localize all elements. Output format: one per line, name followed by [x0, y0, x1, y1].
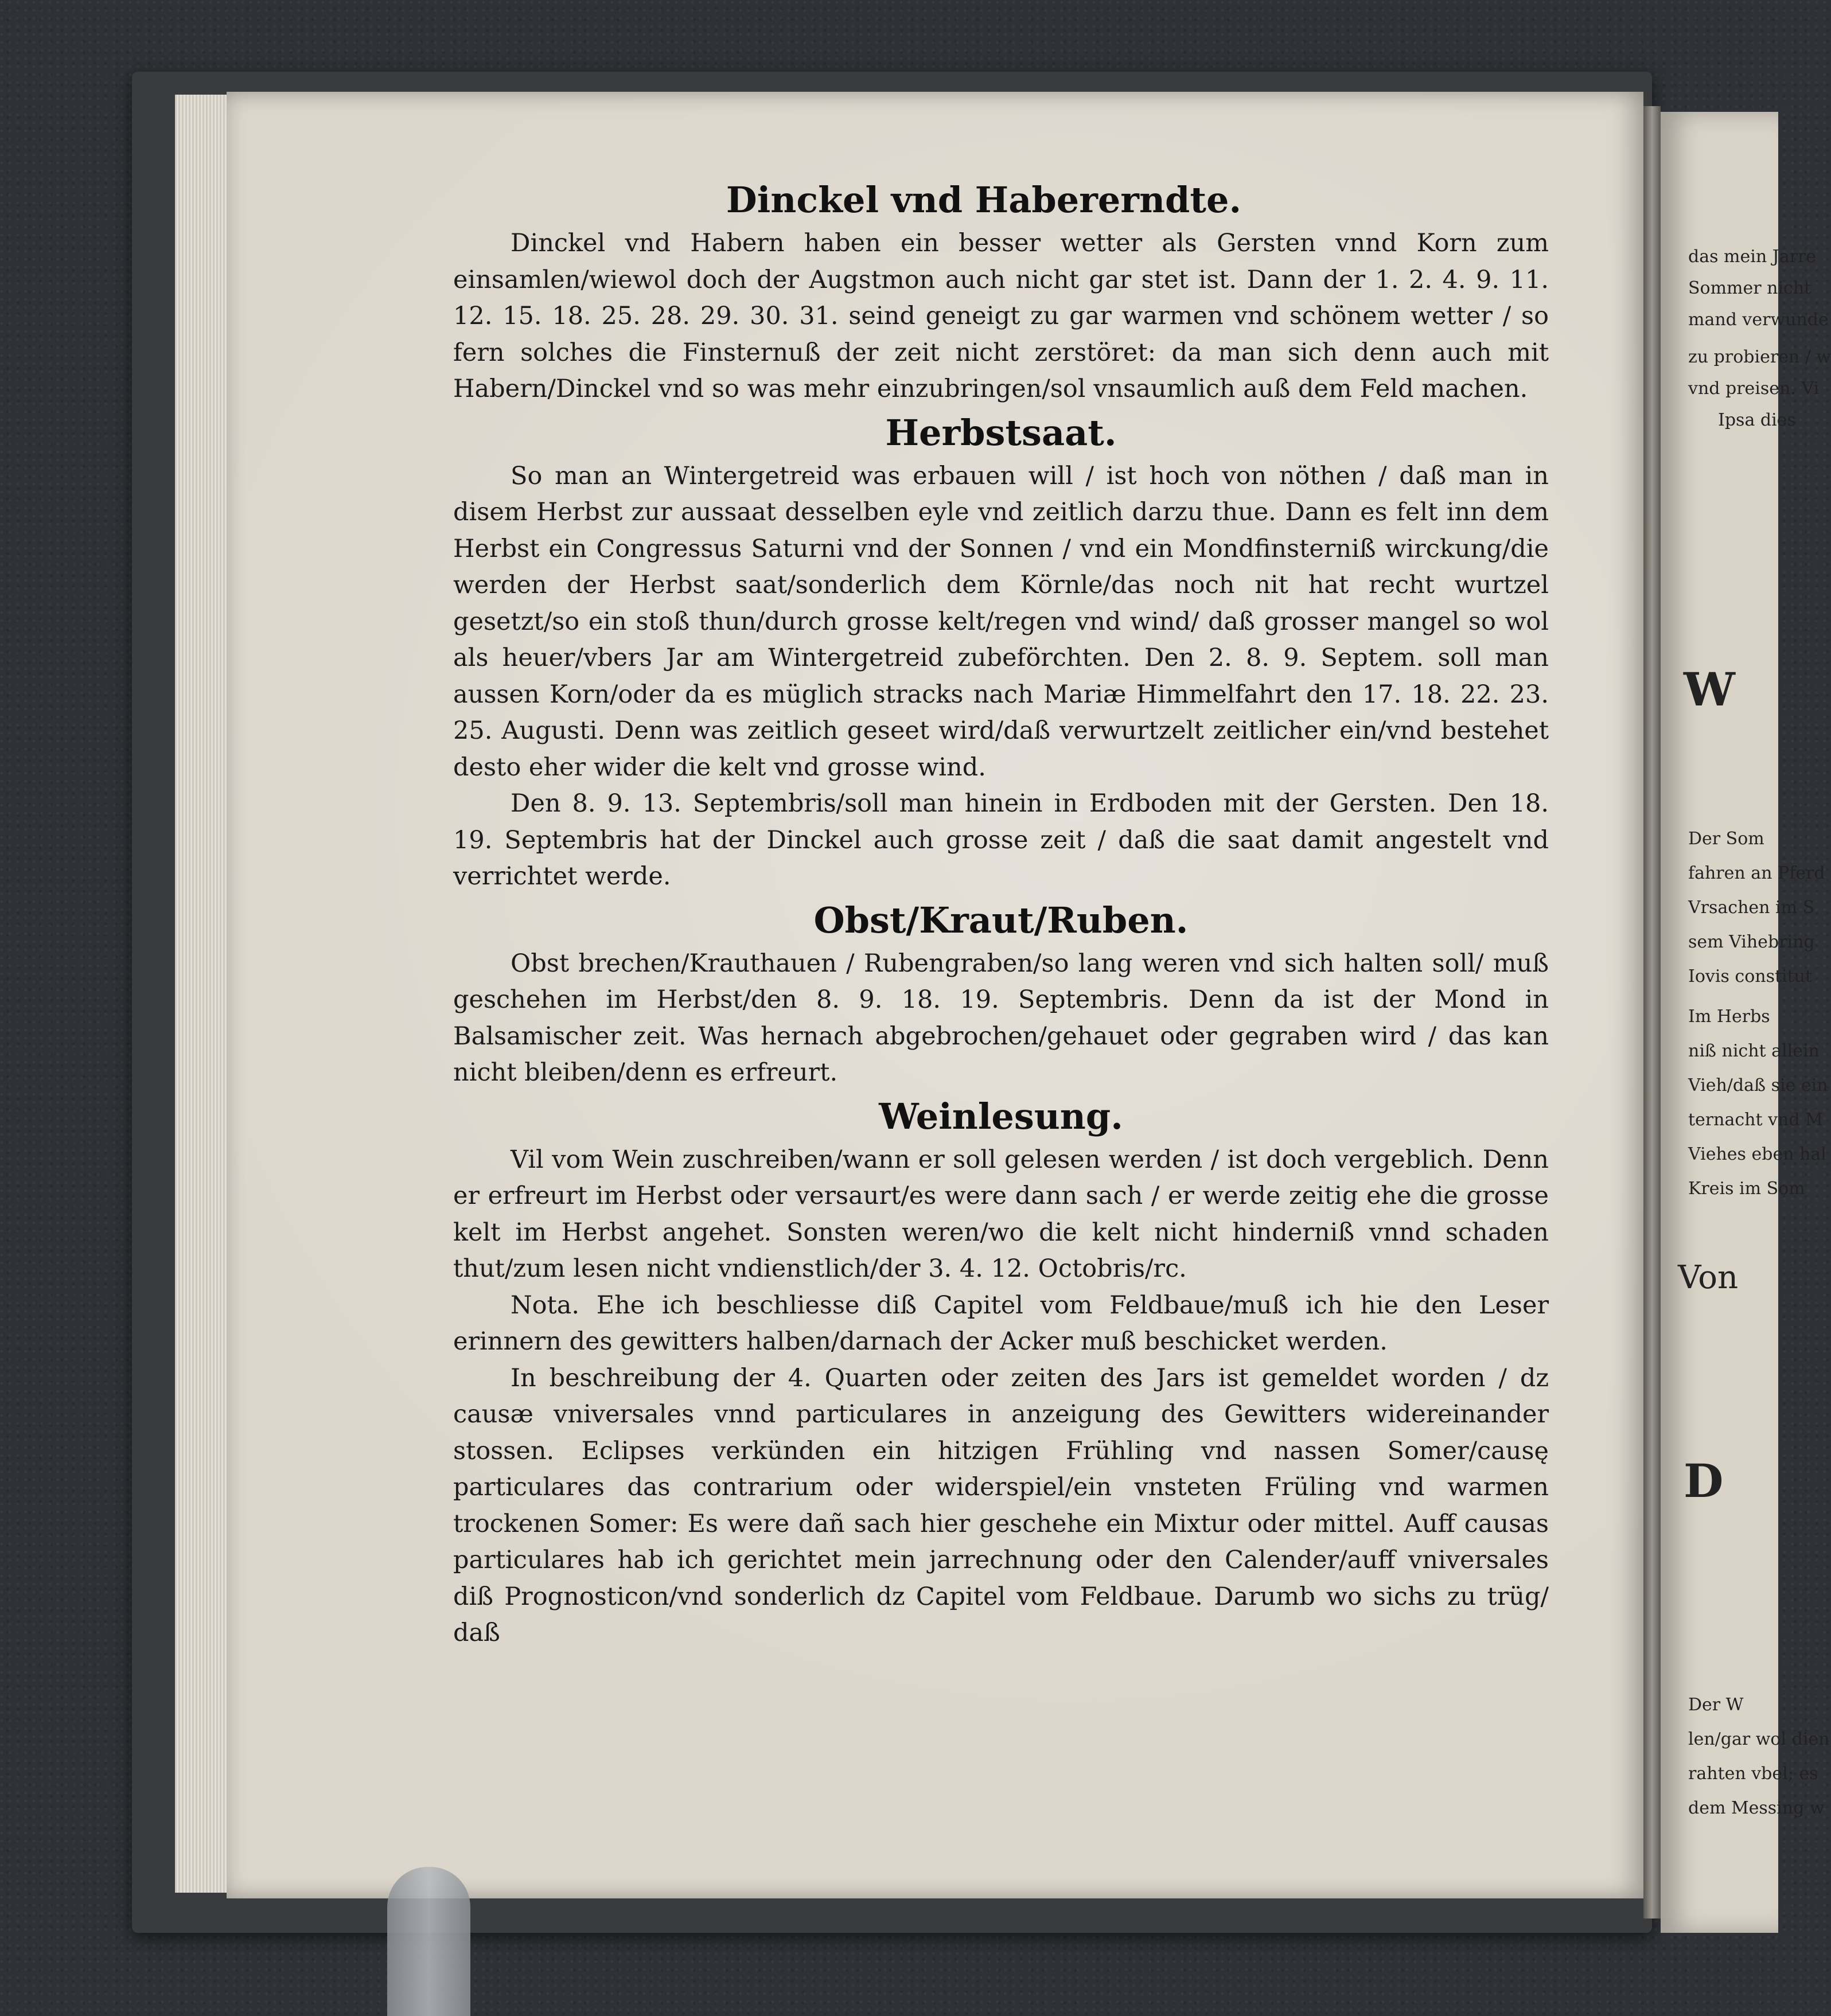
paragraph: Obst brechen/Krauthauen / Rubengraben/so lang weren vnd sich halten soll/ muß geschehen im Herbst/den 8. 9. 18. 19. Septembris. Denn da ist der Mond in Balsamischer zeit. Was hernach abgebrochen/gehauet oder gegraben wird / das kan nicht bleiben/denn es erfreurt. — [453, 949, 1549, 1087]
paragraph: Den 8. 9. 13. Septembris/soll man hinein in Erdboden mit der Gersten. Den 18. 19. Septembris hat der Dinckel auch grosse zeit / daß die saat damit angestelt vnd verrichtet werde. — [453, 789, 1549, 891]
fragment-line: Ipsa dies — [1718, 410, 1796, 430]
fragment-line: len/gar wol dien — [1688, 1729, 1830, 1749]
fragment-line: Der W — [1688, 1695, 1744, 1715]
fragment-line: vnd preisen. Vi — [1688, 379, 1820, 399]
fragment-line: Der Som — [1688, 829, 1764, 849]
bookmark-tab — [387, 1867, 470, 2016]
section-heading: Weinlesung. — [879, 1095, 1123, 1137]
fragment-line: Sommer nicht — [1688, 278, 1811, 298]
fragment-line: mand verwunde — [1688, 310, 1829, 330]
fragment-line: fahren an Pferd — [1688, 863, 1825, 883]
page-text — [453, 175, 1549, 1652]
paragraph: Dinckel vnd Habern haben ein besser wetter als Gersten vnnd Korn zum einsamlen/wiewol doch der Augstmon auch nicht gar stet ist. Dann der 1. 2. 4. 9. 11. 12. 15. 18. 25. 28. 29. 30. 31. seind geneigt zu gar warmen vnd schönem wetter / so fern solches die Finsternuß der zeit nicht zerstöret: da man sich denn auch mit Habern/Dinckel vnd so was mehr einzubringen/sol vnsaumlich auß dem Feld machen. — [453, 229, 1549, 403]
fragment-line: Vieh/daß sie ein — [1688, 1075, 1828, 1095]
section-heading: Dinckel vnd Habererndte. — [726, 179, 1242, 221]
paragraph: Vil vom Wein zuschreiben/wann er soll gelesen werden / ist doch vergeblich. Denn er erfreurt im Herbst oder versaurt/es were dann sach / er werde zeitig ehe die grosse kelt im Herbst angehet. Sonsten weren/wo die kelt nicht hinderniß vnnd schaden thut/zum lesen nicht vndienstlich/der 3. 4. 12. Octobris/rc. — [453, 1145, 1549, 1283]
section-heading: Herbstsaat. — [885, 411, 1117, 454]
paragraph: Nota. Ehe ich beschliesse diß Capitel vom Feldbaue/muß ich hie den Leser erinnern des gewitters halben/darnach der Acker muß beschicket werden. — [453, 1290, 1549, 1356]
fragment-line: Vrsachen im S — [1688, 898, 1815, 918]
right-page-fragment — [1661, 112, 1831, 1933]
drop-cap-d: D — [1684, 1454, 1724, 1508]
fragment-line: dem Messing w — [1688, 1798, 1825, 1818]
section-heading: Obst/Kraut/Ruben. — [813, 899, 1189, 941]
paragraph: So man an Wintergetreid was erbauen will / ist hoch von nöthen / daß man in disem Herbst zur aussaat desselben eyle vnd zeitlich darzu thue. Dann es felt inn dem Herbst ein Congressus Saturni vnd der Sonnen / vnd ein Mondfinsterniß wirckung/die werden der Herbst saat/sonderlich dem Körnle/das noch nit hat recht wurtzel gesetzt/so ein stoß thun/durch grosse kelt/regen vnd wind/ daß grosser mangel so wol als heuer/vbers Jar am Wintergetreid zubeförchten. Den 2. 8. 9. Septem. soll man aussen Korn/oder da es müglich stracks nach Mariæ Himmelfahrt den 17. 18. 22. 23. 25. Augusti. Denn was zeitlich geseet wird/daß verwurtzelt zeitlicher ein/vnd bestehet desto eher wider die kelt vnd grosse wind. — [453, 461, 1549, 782]
book-gutter — [1643, 106, 1661, 1918]
paragraph: In beschreibung der 4. Quarten oder zeiten des Jars ist gemeldet worden / dz causæ vniversales vnnd particulares in anzeigung des Gewitters widereinander stossen. Eclipses verkünden ein hitzigen Frühling vnd nassen Somer/causę particulares das contrarium oder widerspiel/ein vnsteten Früling vnd warmen trockenen Somer: Es were dañ sach hier geschehe ein Mixtur oder mittel. Auff causas particulares hab ich gerichtet mein jarrechnung oder den Calender/auff vniversales diß Prognosticon/vnd sonderlich dz Capitel vom Feldbaue. Darumb wo sichs zu trüg/ daß — [453, 1363, 1549, 1647]
fragment-line: das mein Jarre — [1688, 247, 1817, 267]
fragment-line: niß nicht allein — [1688, 1041, 1820, 1061]
fragment-line: zu probieren / w — [1688, 347, 1831, 367]
fragment-line: Viehes eben hal — [1688, 1144, 1826, 1164]
fragment-line: sem Vihebring — [1688, 932, 1815, 952]
fragment-line: Iovis constitut — [1688, 966, 1813, 986]
drop-cap-w: W — [1684, 662, 1735, 716]
fragment-line: ternacht vnd M — [1688, 1110, 1823, 1130]
fragment-line: Im Herbs — [1688, 1007, 1770, 1027]
fragment-line: rahten vbel; es — [1688, 1764, 1818, 1784]
fragment-heading: Von — [1678, 1259, 1739, 1296]
fragment-line: Kreis im Som — [1688, 1179, 1805, 1199]
